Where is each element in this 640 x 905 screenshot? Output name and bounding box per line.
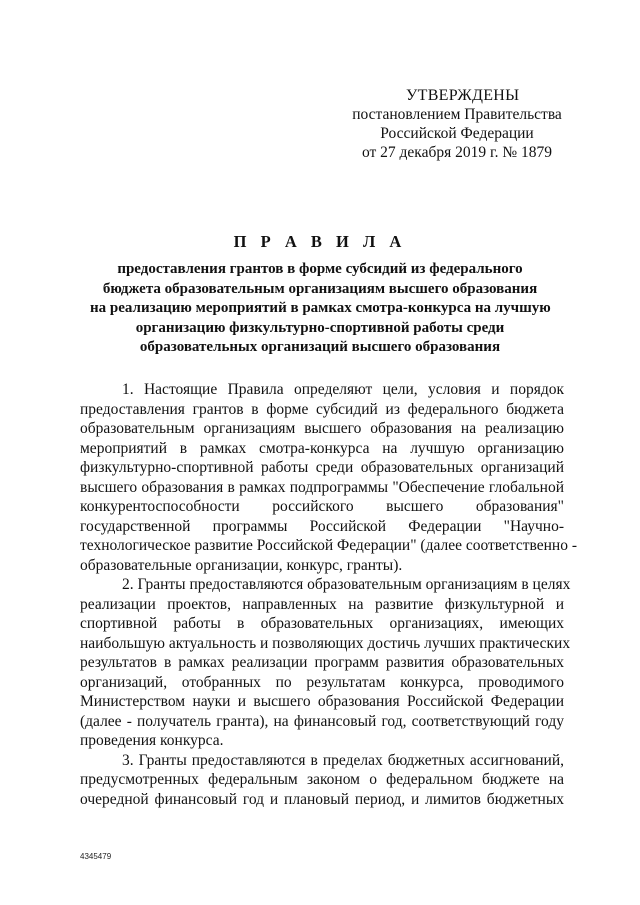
- text-line: государственной программы Российской Федерации "Научно-: [80, 517, 564, 535]
- text-line: Министерством науки и высшего образования Российской Федерации: [80, 693, 564, 710]
- text-line: технологическое развитие Российской Федерации" (далее соответственно -: [80, 537, 577, 554]
- text-line: 1. Настоящие Правила определяют цели, условия и порядок: [122, 381, 564, 398]
- approval-block: [352, 86, 562, 162]
- document-body: [80, 380, 577, 809]
- paragraph-2: [80, 575, 571, 751]
- text-line: организаций, отобранных по результатам конкурса, проводимого: [80, 673, 564, 691]
- subtitle-line: бюджета образовательным организациям высшего образования: [102, 280, 538, 297]
- text-line: проведения конкурса.: [80, 732, 224, 749]
- text-line: очередной финансовый год и плановый период, и лимитов бюджетных: [80, 790, 564, 808]
- text-line: (далее - получатель гранта), на финансовый год, соответствующий году: [80, 712, 564, 730]
- approval-line: Российской Федерации: [380, 125, 534, 142]
- approval-date-number: от 27 декабря 2019 г. № 1879: [361, 144, 553, 161]
- paragraph-1: [80, 380, 577, 575]
- text-line: наибольшую актуальность и позволяющих достичь лучших практических: [80, 634, 571, 652]
- subtitle-line: организацию физкультурно-спортивной работы среди: [135, 319, 505, 336]
- text-line: образовательным организациям высшего образования на реализацию: [80, 420, 564, 437]
- document-code: 4345479: [80, 852, 112, 861]
- document-subtitle: [90, 260, 550, 358]
- text-line: образовательные организации, конкурс, гранты).: [80, 556, 403, 574]
- text-line: 2. Гранты предоставляются образовательным организациям в целях: [122, 576, 571, 593]
- paragraph-3: [80, 751, 564, 810]
- subtitle-line: образовательных организаций высшего образования: [139, 339, 501, 355]
- text-line: результатов в рамках реализации программ развития образовательных: [80, 654, 564, 671]
- approval-heading: УТВЕРЖДЕНЫ: [406, 87, 520, 104]
- subtitle-line: предоставления грантов в форме субсидий из федерального: [117, 261, 523, 277]
- text-line: реализации проектов, направленных на развитие физкультурной и: [80, 595, 564, 613]
- approval-line: постановлением Правительства: [352, 106, 562, 123]
- text-line: 3. Гранты предоставляются в пределах бюджетных ассигнований,: [122, 751, 564, 769]
- text-line: предусмотренных федеральным законом о федеральном бюджете на: [80, 771, 564, 788]
- text-line: физкультурно-спортивной работы среди образовательных организаций: [80, 459, 564, 476]
- subtitle-line: на реализацию мероприятий в рамках смотра-конкурса на лучшую: [90, 300, 551, 316]
- text-line: высшего образования в рамках подпрограммы "Обеспечение глобальной: [80, 478, 564, 496]
- text-line: конкурентоспособности российского высшего образования": [80, 498, 564, 515]
- document-title: П Р А В И Л А: [233, 232, 407, 251]
- text-line: предоставления грантов в форме субсидий из федерального бюджета: [80, 400, 564, 418]
- text-line: мероприятий в рамках смотра-конкурса на лучшую организацию: [80, 439, 564, 457]
- text-line: спортивной работы в образовательных организациях, имеющих: [80, 615, 564, 632]
